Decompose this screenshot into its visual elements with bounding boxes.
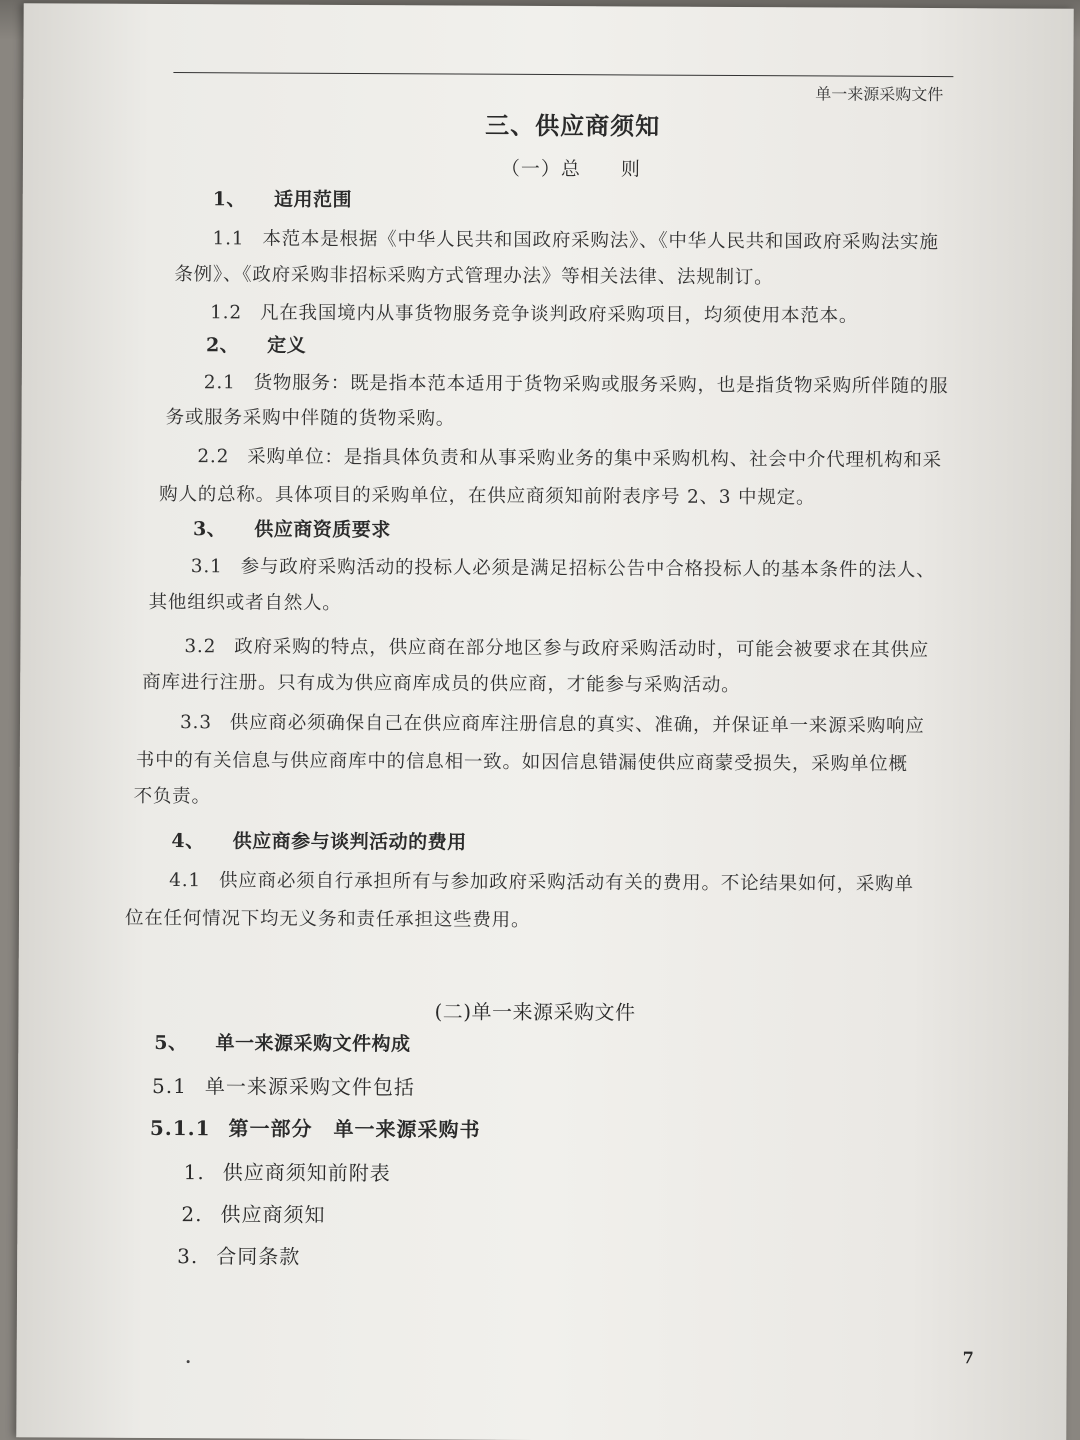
paragraph-2-2-line-1 — [197, 442, 942, 472]
heading-number: 3、 — [192, 518, 227, 541]
paragraph-1-1-line-2: 条例》、《政府采购非招标采购方式管理办法》等相关法律、法规制订。 — [174, 264, 774, 289]
part-2-title: (二)单一来源采购文件 — [434, 999, 636, 1025]
clause-number: 4.1 — [169, 870, 202, 892]
clause-number: 2.1 — [203, 372, 236, 394]
clause-number: 1.1 — [212, 228, 245, 250]
paragraph-3-3-line-3: 不负责。 — [133, 785, 211, 808]
paragraph-4-1-line-2: 位在任何情况下均无义务和责任承担这些费用。 — [124, 907, 531, 931]
heading-label: 定义 — [267, 334, 307, 357]
list-number: 2. — [181, 1202, 203, 1227]
heading-5 — [154, 1028, 410, 1056]
list-number: 1. — [183, 1160, 205, 1185]
paragraph-3-2-line-1 — [184, 632, 929, 662]
heading-2 — [206, 330, 306, 358]
clause-text: 第一部分 单一来源采购书 — [228, 1116, 481, 1142]
paragraph-1-2 — [210, 298, 858, 327]
paragraph-3-3-line-2: 书中的有关信息与供应商库中的信息相一致。如因信息错漏使供应商蒙受损失，采购单位概 — [135, 749, 908, 775]
paragraph-1-1-line-1 — [212, 224, 938, 254]
clause-text: 采购单位：是指具体负责和从事采购业务的集中采购机构、社会中介代理机构和采 — [247, 446, 943, 472]
list-item — [184, 1156, 391, 1186]
paragraph-3-2-line-2: 商库进行注册。只有成为供应商库成员的供应商，才能参与采购活动。 — [142, 671, 741, 697]
clause-number: 1.2 — [210, 302, 243, 324]
heading-number: 5、 — [154, 1031, 188, 1055]
page-number: 7 — [962, 1348, 974, 1368]
clause-text: 供应商必须确保自己在供应商库注册信息的真实、准确，并保证单一来源采购响应 — [229, 712, 925, 737]
paragraph-2-1-line-1 — [204, 368, 949, 398]
paragraph-3-1-line-1 — [191, 552, 936, 582]
heading-label: 单一来源采购文件构成 — [215, 1032, 411, 1056]
clause-5-1 — [152, 1070, 415, 1100]
heading-label: 适用范围 — [273, 188, 353, 211]
paragraph-2-2-line-2: 购人的总称。具体项目的采购单位，在供应商须知前附表序号 2、3 中规定。 — [159, 483, 816, 509]
heading-number: 4、 — [171, 830, 205, 853]
paragraph-3-3-line-1 — [180, 708, 925, 738]
list-label: 供应商须知 — [220, 1202, 326, 1227]
clause-text: 本范本是根据《中华人民共和国政府采购法》、《中华人民共和国政府采购法实施 — [262, 228, 939, 254]
clause-text: 凡在我国境内从事货物服务竞争谈判政府采购项目，均须使用本范本。 — [259, 302, 859, 327]
clause-number: 3.3 — [179, 712, 212, 734]
heading-4 — [171, 826, 466, 855]
running-header: 单一来源采购文件 — [815, 84, 944, 105]
paragraph-4-1-line-1 — [169, 866, 914, 896]
clause-text: 政府采购的特点，供应商在部分地区参与政府采购活动时，可能会被要求在其供应 — [234, 636, 930, 662]
heading-label: 供应商资质要求 — [254, 518, 391, 542]
list-label: 供应商须知前附表 — [222, 1160, 391, 1186]
clause-number: 3.1 — [190, 556, 223, 578]
clause-text: 参与政府采购活动的投标人必须是满足招标公告中合格投标人的基本条件的法人、 — [240, 556, 936, 582]
clause-text: 单一来源采购文件包括 — [204, 1074, 415, 1100]
list-item — [181, 1198, 325, 1228]
clause-number: 3.2 — [184, 636, 217, 658]
paragraph-3-1-line-2: 其他组织或者自然人。 — [148, 591, 342, 614]
document-page — [16, 3, 1073, 1440]
list-label: 合同条款 — [216, 1244, 301, 1269]
heading-1 — [213, 184, 352, 212]
heading-3 — [193, 514, 391, 542]
clause-text: 供应商必须自行承担所有与参加政府采购活动有关的费用。不论结果如何，采购单 — [218, 870, 914, 895]
clause-text: 货物服务：既是指本范本适用于货物采购或服务采购，也是指货物采购所伴随的服 — [253, 372, 949, 398]
clause-5-1-1 — [150, 1112, 481, 1143]
list-item — [177, 1240, 300, 1270]
paragraph-2-1-line-2: 务或服务采购中伴随的货物采购。 — [165, 407, 456, 430]
header-rule — [173, 72, 953, 77]
section-subtitle: （一）总 则 — [500, 157, 641, 181]
paper-speck — [187, 1360, 190, 1363]
clause-number: 5.1 — [152, 1073, 187, 1099]
clause-number: 5.1.1 — [149, 1115, 211, 1141]
heading-number: 1、 — [212, 188, 247, 211]
clause-number: 2.2 — [197, 446, 230, 468]
page-title: 三、供应商须知 — [485, 110, 661, 141]
heading-label: 供应商参与谈判活动的费用 — [232, 830, 467, 854]
list-number: 3. — [177, 1244, 199, 1269]
heading-number: 2、 — [205, 334, 240, 357]
